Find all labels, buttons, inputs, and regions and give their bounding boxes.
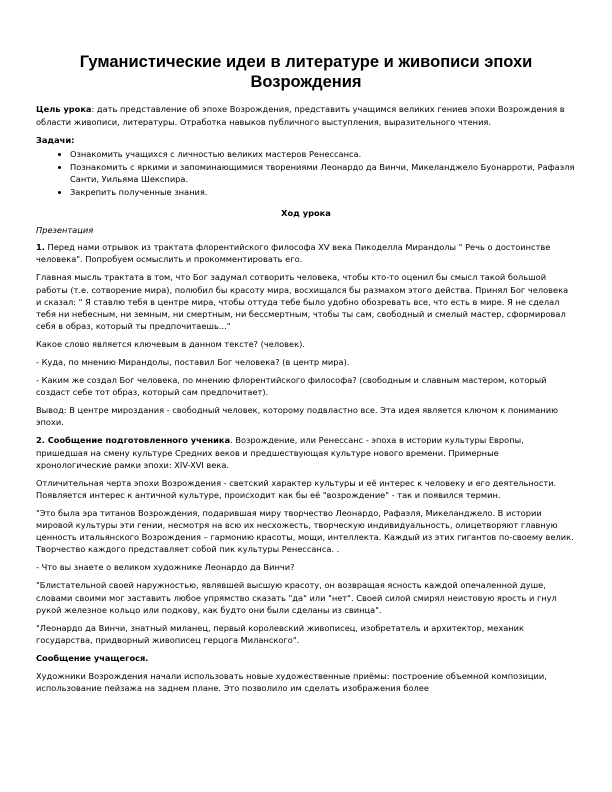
paragraph-10: - Что вы знаете о великом художнике Леонардо да Винчи?: [36, 562, 295, 573]
presentation-label: Презентация: [36, 225, 94, 236]
goal-text: : дать представление об эпохе Возрождения, представить учащимся великих гениев эпохи Возрождения в области живописи, литературы. Отработка навыков публичного выступления, выразительного чтения.: [36, 104, 565, 127]
paragraph-text: . Возрождение, или Ренессанс - эпоха в истории культуры Европы, пришедшая на смену культуре Средних веков и предшествующая культуре нового времени. Примерные хронологические рамки эпохи: XIV-XVI века.: [36, 435, 524, 470]
goal-label: Цель урока: [36, 104, 92, 115]
paragraph-12: "Леонардо да Винчи, знатный миланец, первый королевский живописец, изобретатель и архитектор, механик государства, придворный живописец герцога Миланского".: [36, 622, 525, 645]
task-item: • Закрепить полученные знания.: [70, 186, 576, 198]
paragraph-3: Какое слово является ключевым в данном тексте? (человек).: [36, 338, 305, 349]
paragraph-11: "Блистательной своей наружностью, являвшей высшую красоту, он возвращая ясность каждой опечаленной душе, словами своими мог заставить любое упрямство сказать "да" или "нет". Своей силой смирял неистовую ярость и гнул рукой железное кольцо или подкову, как будто они были сделаны из свинца".: [36, 580, 557, 615]
paragraph-2: Главная мысль трактата в том, что Бог задумал сотворить человека, чтобы кто-то оценил бы смысл такой большой работы (т.е. сотворение мира), полюбил бы красоту мира, восхищался бы размахом этого действа. Принял Бог человека и сказал: " Я ставлю тебя в центре мира, чтобы оттуда тебе было удобно обозревать все, что есть в мире. Я не сделал тебя ни небесным, ни земным, ни смертным, ни бессмертным, чтобы ты сам, свободный и смелый мастер, сформировал себя в образ, который ты предпочитаешь...": [36, 272, 569, 331]
paragraph-4: - Куда, по мнению Мирандолы, поставил Бог человека? (в центр мира).: [36, 357, 350, 367]
lesson-goal: [36, 103, 576, 127]
paragraph-8: Отличительная черта эпохи Возрождения - светский характер культуры и её интерес к человеку и его деятельности. Появляется интерес к античной культуре, происходит как бы её "возрождение" - так и появился термин.: [36, 477, 557, 500]
task-item: • Ознакомить учащихся с личностью великих мастеров Ренессанса.: [70, 148, 576, 160]
paragraph-heading: 2. Сообщение подготовленного ученика: [36, 435, 231, 446]
paragraph-heading: Сообщение учащегося.: [36, 652, 149, 663]
document-title: [36, 52, 576, 92]
paragraph-13: [36, 652, 576, 664]
tasks-list: [36, 148, 576, 198]
title-line-1: Гуманистические идеи в литературе и живописи эпохи: [79, 53, 533, 71]
paragraph-6: Вывод: В центре мироздания - свободный человек, которому подвластно все. Эта идея является ключом к пониманию эпохи.: [36, 405, 559, 428]
document-page: [36, 34, 576, 700]
paragraph-7: [36, 434, 576, 470]
paragraph-5: - Каким же создал Бог человека, по мнению флорентийского философа? (свободным и славным мастером, который создаст себе тот образ, который сам предпочитает).: [36, 375, 547, 398]
paragraph-text: Перед нами отрывок из трактата флорентийского философа XV века Пикоделла Мирандолы " Речь о достоинстве человека". Попробуем осмыслить и прокомментировать его.: [36, 242, 551, 265]
title-line-2: Возрождения: [250, 73, 362, 92]
tasks-label: Задачи:: [36, 134, 75, 145]
paragraph-1: [36, 241, 576, 265]
paragraph-14: Художники Возрождения начали использовать новые художественные приёмы: построение объемной композиции, использование пейзажа на заднем плане. Это позволило им сделать изображения более: [36, 670, 547, 694]
paragraph-9: "Это была эра титанов Возрождения, подарившая миру творчество Леонардо, Рафаэля, Микеланджело. В истории мировой культуры эти гении, несмотря на всю их несхожесть, творческую индивидуальность, олицетворяют главную ценность итальянского Возрождения – гармонию красоты, мощи, интеллекта. Каждый из этих гигантов по-своему велик. Творчество каждого представляет собой пик культуры Ренессанса. .: [36, 507, 574, 555]
section-heading: Ход урока: [281, 208, 331, 219]
task-item: • Познакомить с яркими и запоминающимися творениями Леонардо да Винчи, Микеланджело Буонарроти, Рафаэля Санти, Уильяма Шекспира.: [70, 161, 576, 185]
paragraph-number: 1.: [36, 242, 45, 253]
